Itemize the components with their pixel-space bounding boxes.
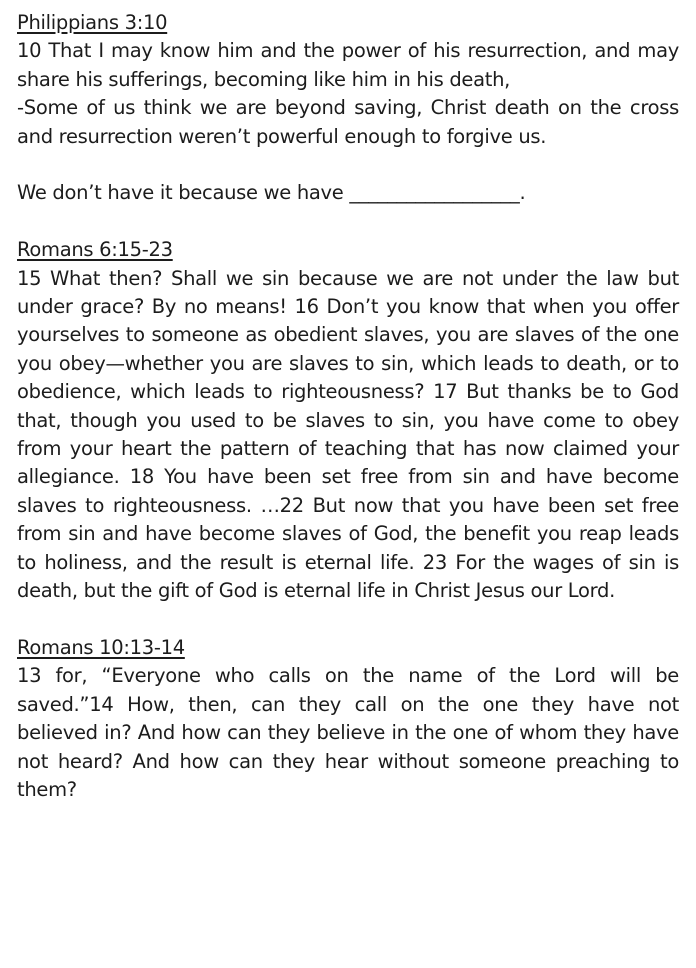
commentary-note: -Some of us think we are beyond saving, Christ death on the cross and resurrection weren’t powerful enough to forgive us. [17, 96, 679, 148]
section-romans-10-13-14 [17, 634, 679, 804]
verse-text-romans-6: 15 What then? Shall we sin because we are not under the law but under grace? By no means! 16 Don’t you know that when you offer yourselves to someone as obedient slaves, you are slaves of the one you obey—whether you are slaves to sin, which leads to death, or to obedience, which leads to righteousness? 17 But thanks be to God that, though you used to be slaves to sin, you have come to obey from your heart the pattern of teaching that has now claimed your allegiance. 18 You have been set free from sin and have become slaves to righteousness. …22 But now that you have been set free from sin and have become slaves of God, the benefit you reap leads to holiness, and the result is eternal life. 23 For the wages of sin is death, but the gift of God is eternal life in Christ Jesus our Lord. [17, 266, 679, 603]
passage-heading-philippians: Philippians 3:10 [17, 11, 168, 34]
fill-in-blank-line: We don’t have it because we have __________________. [17, 181, 526, 205]
verse-text-philippians: 10 That I may know him and the power of his resurrection, and may share his sufferings, becoming like him in his death, [17, 39, 679, 91]
section-philippians-3-10 [17, 9, 679, 208]
verse-text-romans-10: 13 for, “Everyone who calls on the name of the Lord will be saved.”14 How, then, can they call on the one they have not believed in? And how can they believe in the one of whom they have not heard? And how can they hear without someone preaching to them? [17, 664, 679, 801]
passage-heading-romans-6: Romans 6:15-23 [17, 238, 173, 262]
passage-heading-romans-10: Romans 10:13-14 [17, 635, 185, 659]
section-romans-6-15-23 [17, 236, 679, 605]
